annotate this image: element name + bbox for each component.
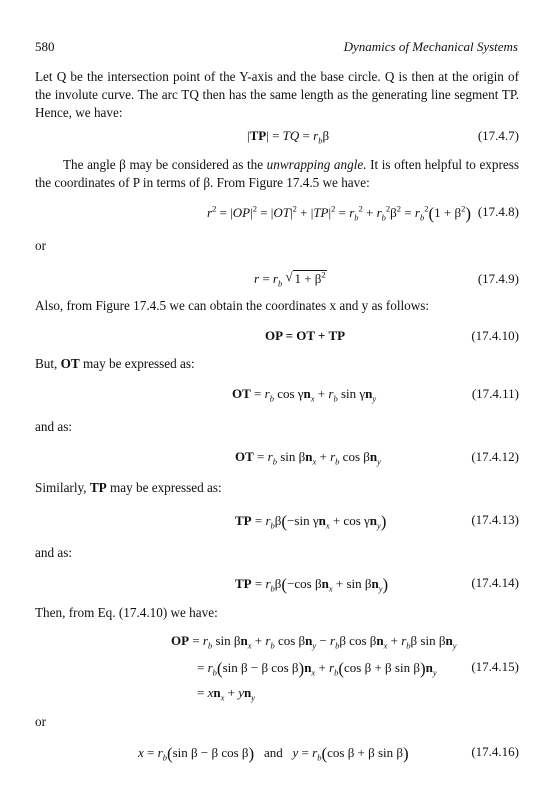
paragraph-text: may be expressed as: xyxy=(79,356,195,371)
equation-number: (17.4.7) xyxy=(477,128,519,143)
paragraph-text: The angle β may be considered as the xyxy=(63,157,267,172)
equation-number: (17.4.12) xyxy=(471,449,519,464)
equation-number: (17.4.13) xyxy=(471,512,519,527)
equation-body: OP = OT + TP xyxy=(265,328,346,343)
paragraph-from-eq: Then, from Eq. (17.4.10) we have: xyxy=(35,605,218,620)
equation-17-4-13 xyxy=(35,511,519,529)
connector-and: and xyxy=(263,745,283,760)
equation-number: (17.4.9) xyxy=(477,271,519,286)
connector-and-as: and as: xyxy=(35,545,72,560)
equation-body: $x = r_b(\sin$ β − β cos β) and $y = r_b(\cos$ β + β sin β) xyxy=(138,744,409,763)
equation-number: (17.4.11) xyxy=(471,386,519,401)
equation-body: TP = $r_b\beta(-\sin$ $\gamma n_x + \cos \gamma n_y$) xyxy=(235,512,387,531)
paragraph-unwrapping-angle xyxy=(35,156,519,192)
equation-number: (17.4.14) xyxy=(471,575,519,590)
equation-17-4-9 xyxy=(35,270,519,288)
equation-17-4-15 xyxy=(35,632,519,706)
paragraph-ot-expressed xyxy=(35,355,519,373)
vector-term: TP xyxy=(89,480,107,495)
equation-body: $r = r_b$ √ $1 + \beta^2$ xyxy=(254,270,327,288)
equation-line-1: OP = $r_b$ $\sin \beta n_x + r_b$ $\cos \beta n_y - r_b\beta$ $\cos \beta n_x + r_b\beta$ $\sin \beta n_y$ xyxy=(171,633,457,651)
emphasis-term: unwrapping angle. xyxy=(266,157,367,172)
connector-or: or xyxy=(35,714,46,729)
paragraph-text: may be expressed as: xyxy=(106,480,222,495)
equation-17-4-14 xyxy=(35,574,519,592)
equation-number: (17.4.8) xyxy=(477,204,519,219)
equation-line-2: = $r_b(\sin$ β − β $\cos \beta)n_x + r_b(\cos$ β + β $\sin \beta)n_y$ xyxy=(197,659,437,678)
equation-17-4-12 xyxy=(35,448,519,466)
equation-body: OT = $r_b$ $\sin \beta n_x + r_b$ $\cos \beta n_y$ xyxy=(235,449,381,467)
paragraph-tp-expressed xyxy=(35,479,519,497)
equation-number: (17.4.10) xyxy=(471,328,519,343)
connector-and-as: and as: xyxy=(35,419,72,434)
paragraph-intro: Let Q be the intersection point of the Y-axis and the base circle. Q is then at the origin of the involute curve. The arc TQ then has the same length as the generating line segment TP. Hence, we have: xyxy=(35,69,519,120)
paragraph-text: It is often helpful to express the coordinates of P in terms of β. From Figure 17.4.5 we have: xyxy=(35,157,520,190)
equation-17-4-11 xyxy=(35,385,519,403)
running-title: Dynamics of Mechanical Systems xyxy=(343,39,518,54)
paragraph-coordinates: Also, from Figure 17.4.5 we can obtain the coordinates x and y as follows: xyxy=(35,298,430,313)
equation-line-3: = $xn_x + yn_y$ xyxy=(197,685,256,703)
equation-body: TP = $r_b\beta(-\cos$ $\beta n_x + \sin \beta n_y$) xyxy=(235,575,389,594)
equation-17-4-8 xyxy=(35,203,519,221)
paragraph-text: But, xyxy=(35,356,61,371)
equation-body: $r^2 = |OP|^2 = |OT|^2 + |TP|^2 = r_b^2 + r_b^2\beta^2 = r_b^2(1 + \beta^2)$ xyxy=(207,203,471,223)
equation-17-4-10 xyxy=(35,327,519,345)
equation-body: |TP| = TQ = $r_b\beta$ xyxy=(247,128,330,146)
vector-term: OT xyxy=(60,356,80,371)
paragraph-text: Similarly, xyxy=(35,480,90,495)
page-number: 580 xyxy=(35,39,55,54)
equation-17-4-16 xyxy=(35,743,519,761)
equation-number: (17.4.16) xyxy=(471,744,519,759)
equation-number: (17.4.15) xyxy=(471,659,519,674)
equation-body: OT = $r_b$ $\cos \gamma n_x + r_b$ $\sin \gamma n_y$ xyxy=(232,386,377,404)
connector-or: or xyxy=(35,238,46,253)
equation-17-4-7 xyxy=(35,127,519,145)
